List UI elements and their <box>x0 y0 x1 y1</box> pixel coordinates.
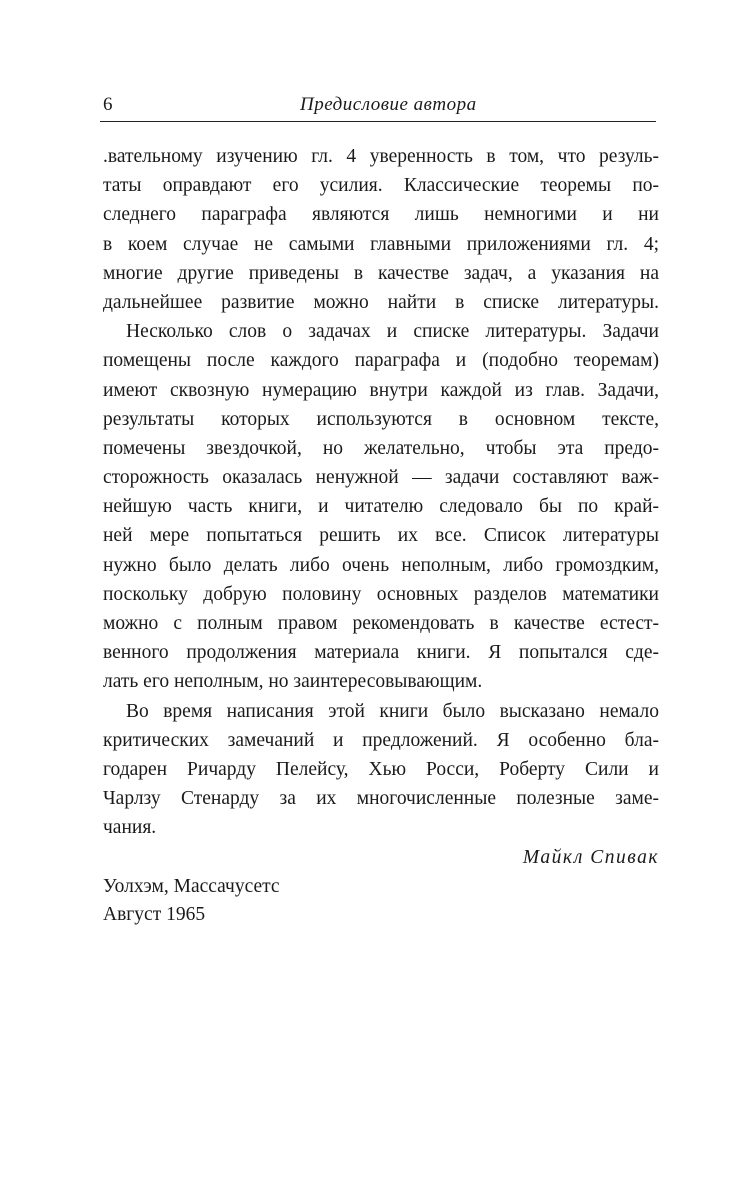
text-line: можно с полным правом рекомендовать в качестве естест- <box>103 613 659 634</box>
text-line: дальнейшее развитие можно найти в списке литературы. <box>103 291 659 313</box>
running-title: Предисловие автора <box>300 94 477 115</box>
paragraph-1 <box>103 142 659 317</box>
place-of-writing: Уолхэм, Массачусетс <box>103 875 280 897</box>
text-line: многие другие приведены в качестве задач, а указания на <box>103 262 659 284</box>
text-line: Чарлзу Стенарду за их многочисленные полезные заме- <box>103 788 659 810</box>
text-line: Несколько слов о задачах и списке литературы. Задачи <box>126 321 659 343</box>
text-line: следнего параграфа являются лишь немногими и ни <box>103 204 659 226</box>
text-line: помечены звездочкой, но желательно, чтобы эта предо- <box>103 437 659 459</box>
body-text <box>103 142 659 929</box>
text-line: помещены после каждого параграфа и (подобно теоремам) <box>103 350 659 372</box>
text-line: в коем случае не самыми главными приложениями гл. 4; <box>103 233 659 255</box>
date-of-writing: Август 1965 <box>103 903 206 925</box>
text-line: ней мере попытаться решить их все. Список литературы <box>103 525 659 547</box>
text-line: результаты которых используются в основном тексте, <box>103 408 659 430</box>
paragraph-3 <box>103 697 659 843</box>
text-line: чания. <box>103 817 157 839</box>
text-line: .вательному изучению гл. 4 уверенность в том, что резуль- <box>103 146 659 167</box>
text-line: лать его неполным, но заинтересовывающим. <box>103 671 483 693</box>
text-line: нужно было делать либо очень неполным, либо громоздким, <box>103 554 659 576</box>
text-line: сторожность оказалась ненужной — задачи составляют важ- <box>103 467 659 489</box>
text-line: годарен Ричарду Пелейсу, Хью Росси, Роберту Сили и <box>103 758 659 780</box>
text-line: критических замечаний и предложений. Я особенно бла- <box>103 729 659 751</box>
text-line: поскольку добрую половину основных разделов математики <box>103 583 659 605</box>
text-line: венного продолжения материала книги. Я попытался сде- <box>103 642 659 664</box>
header-rule <box>100 121 656 122</box>
paragraph-2 <box>103 317 659 696</box>
text-line: нейшую часть книги, и читателю следовало бы по край- <box>103 496 659 518</box>
text-line: Во время написания этой книги было высказано немало <box>126 700 659 722</box>
author-signature: Майкл Спивак <box>522 846 659 868</box>
text-line: таты оправдают его усилия. Классические теоремы по- <box>103 175 659 197</box>
page-number: 6 <box>103 94 113 115</box>
text-line: имеют сквозную нумерацию внутри каждой из глав. Задачи, <box>103 379 659 401</box>
